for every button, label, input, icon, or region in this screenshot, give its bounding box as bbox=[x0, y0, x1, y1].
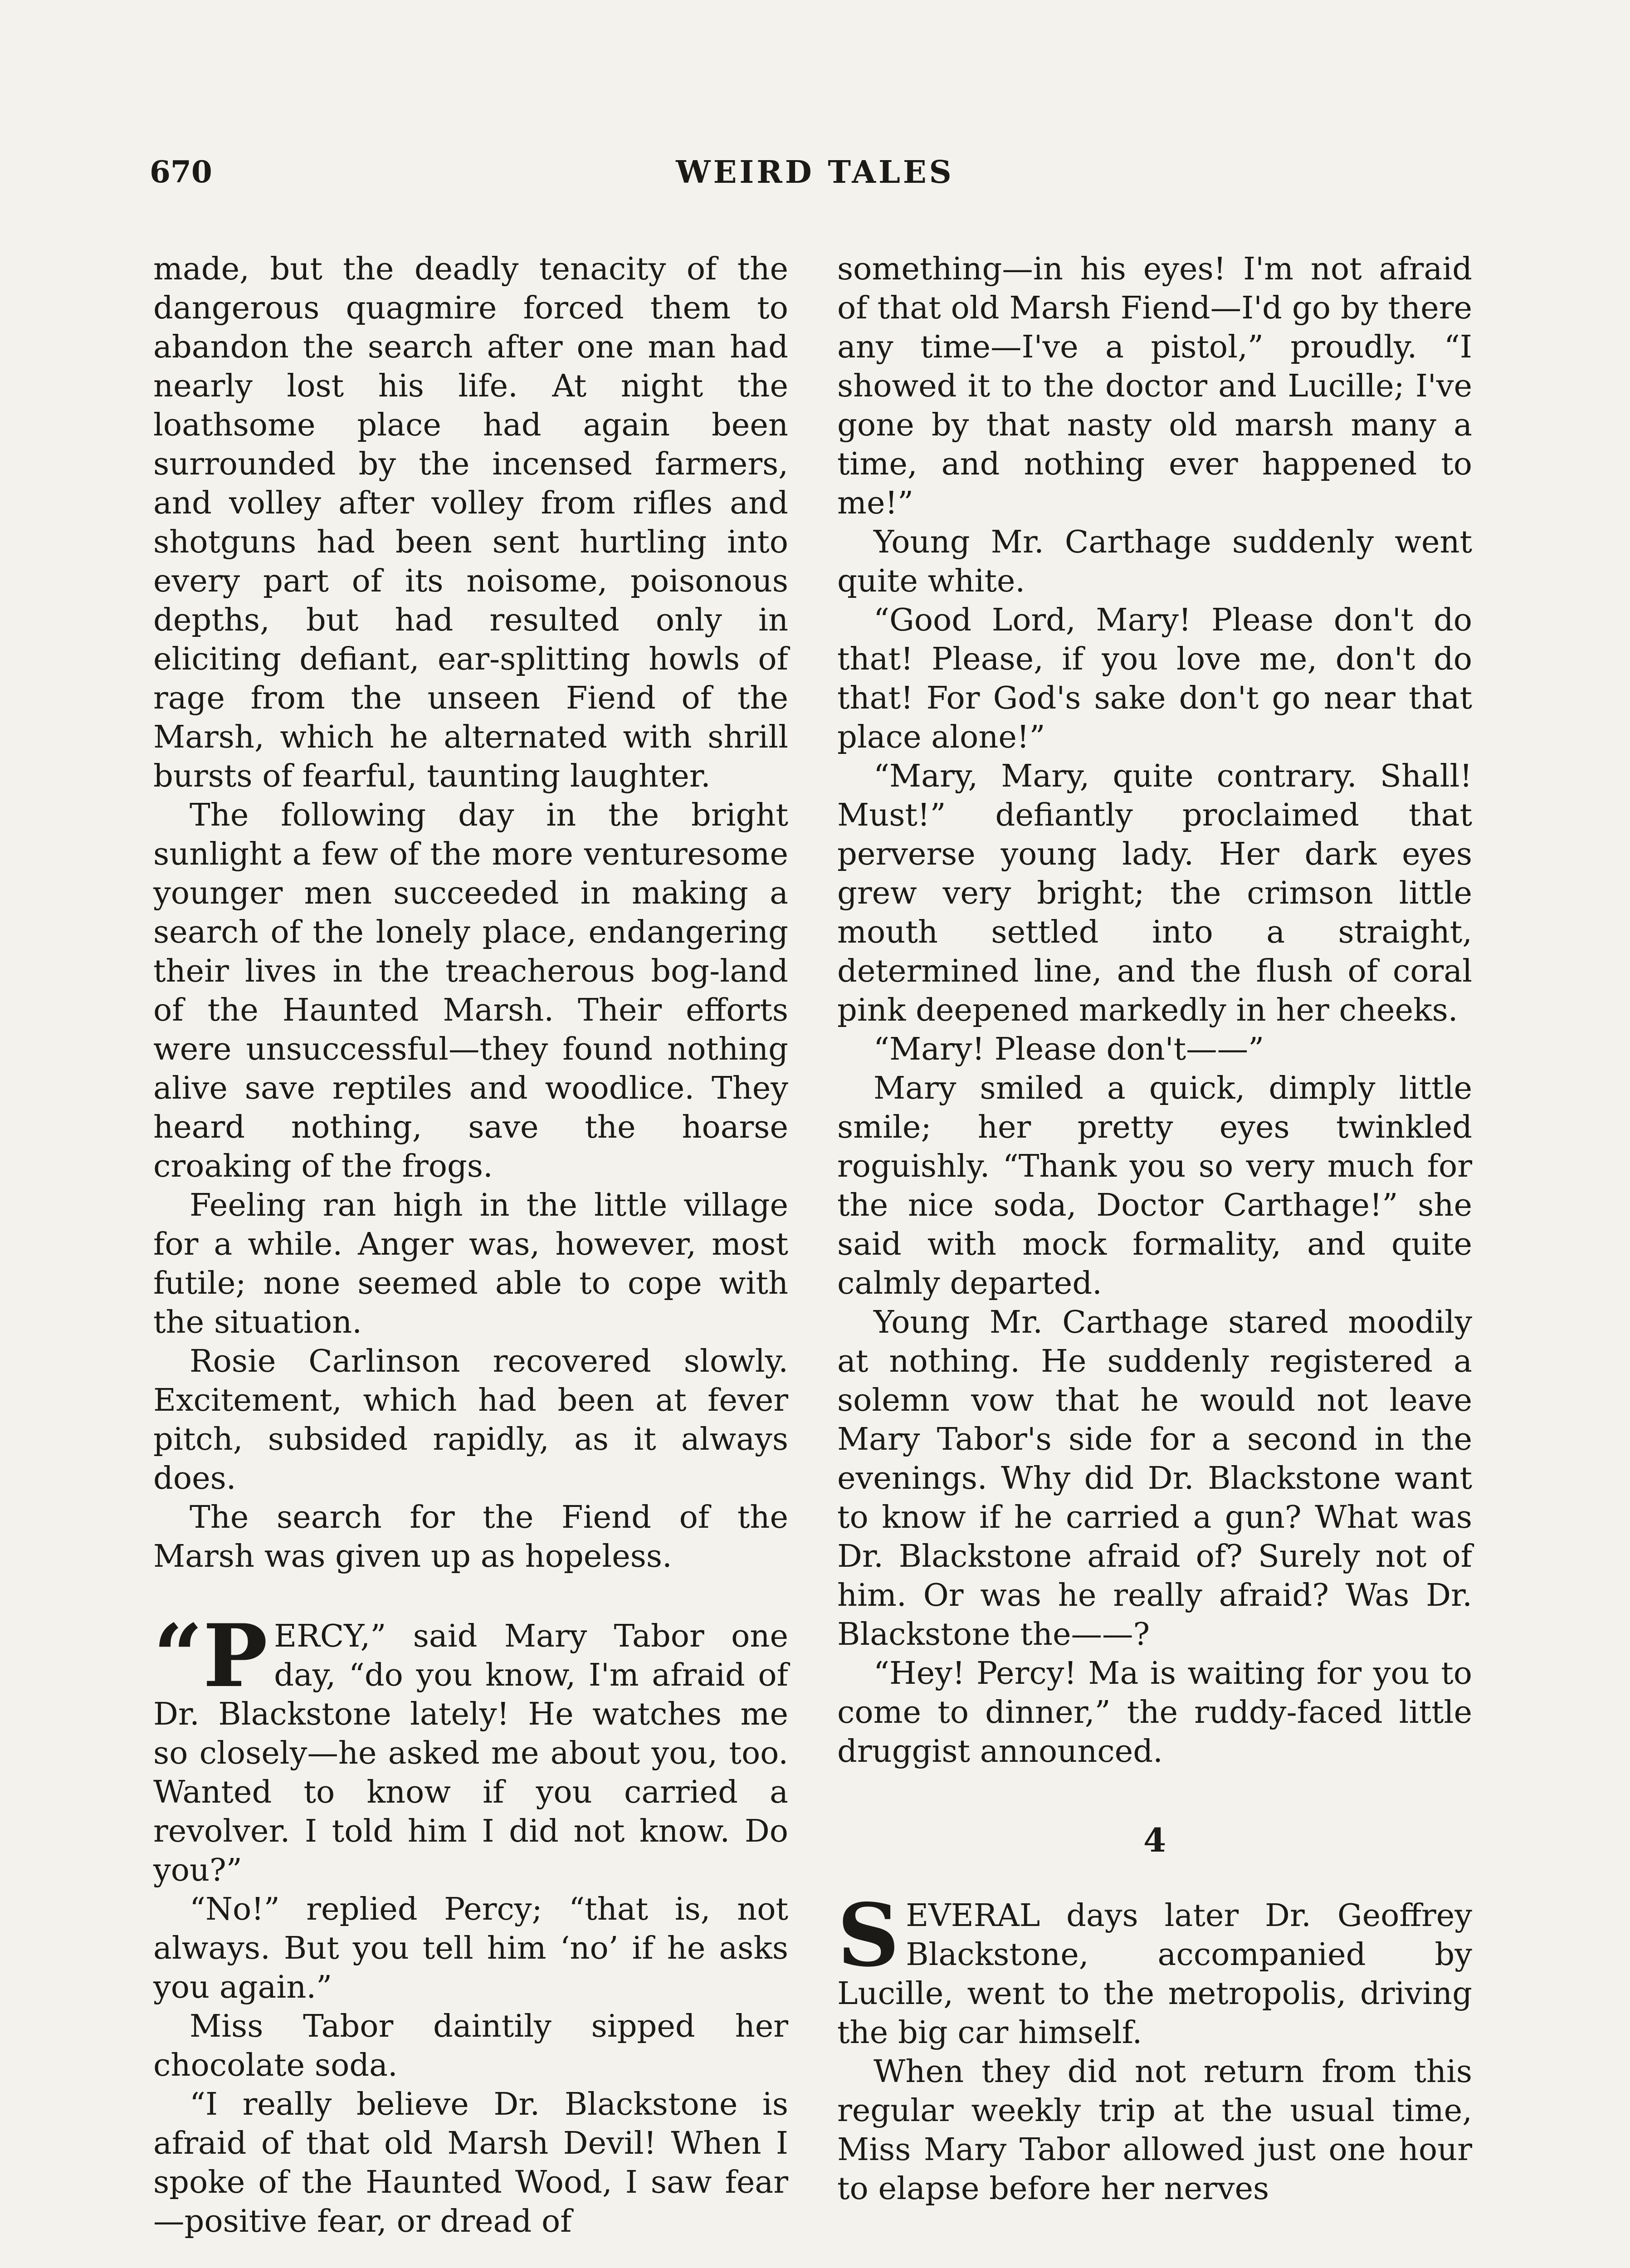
paragraph: “Mary! Please don't——” bbox=[874, 1031, 1264, 1067]
paragraph: The following day in the bright sunlight a few of the more venturesome younger men succeeded in making a search of the lonely place, endangering their lives in the treacherous bog-land of the Haunted Marsh. Their efforts were unsuccessful—they found nothing alive save reptiles and woodlice. They heard nothing, save the hoarse croaking of the frogs. bbox=[153, 797, 788, 1184]
paragraph: “Hey! Percy! Ma is waiting for you to come to dinner,” the ruddy-faced little druggist announced. bbox=[837, 1655, 1472, 1769]
paragraph: something—in his eyes! I'm not afraid of that old Marsh Fiend—I'd go by there any time—I've a pistol,” proudly. “I showed it to the doctor and Lucille; I've gone by that nasty old marsh many a time, and nothing ever happened to me!” bbox=[837, 251, 1472, 521]
paragraph-with-dropcap bbox=[837, 1885, 1472, 2052]
paragraph: Feeling ran high in the little village for a while. Anger was, however, most futile; none seemed able to cope with the situation. bbox=[153, 1187, 788, 1340]
paragraph-text: EVERAL days later Dr. Geoffrey Blackstone, accompanied by Lucille, went to the metropolis, driving the big car himself. bbox=[837, 1897, 1472, 2051]
paragraph: Mary smiled a quick, dimply little smile; her pretty eyes twinkled roguishly. “Thank you so very much for the nice soda, Doctor Carthage!” she said with mock formality, and quite calmly departed. bbox=[837, 1070, 1472, 1301]
paragraph: Young Mr. Carthage stared moodily at nothing. He suddenly registered a solemn vow that he would not leave Mary Tabor's side for a second in the evenings. Why did Dr. Blackstone want to know if he carried a gun? What was Dr. Blackstone afraid of? Surely not of him. Or was he really afraid? Was Dr. Blackstone the——? bbox=[837, 1304, 1472, 1652]
paragraph: “No!” replied Percy; “that is, not always. But you tell him ‘no’ if he asks you again.” bbox=[153, 1891, 788, 2005]
section-number: 4 bbox=[1143, 1821, 1166, 1859]
paragraph: Miss Tabor daintily sipped her chocolate soda. bbox=[153, 2008, 788, 2083]
page-number: 670 bbox=[150, 154, 212, 190]
paragraph: made, but the deadly tenacity of the dangerous quagmire forced them to abandon the search after one man had nearly lost his life. At night the loathsome place had again been surrounded by the incensed farmers, and volley after volley from rifles and shotguns had been sent hurtling into every part of its noisome, poisonous depths, but had resulted only in eliciting defiant, ear-splitting howls of rage from the unseen Fiend of the Marsh, which he alternated with shrill bursts of fearful, taunting laughter. bbox=[153, 251, 788, 794]
paragraph-with-dropcap bbox=[153, 1605, 788, 1890]
paragraph: When they did not return from this regular weekly trip at the usual time, Miss Mary Tabor allowed just one hour to elapse before her nerves bbox=[837, 2053, 1472, 2207]
left-column bbox=[153, 249, 788, 2241]
paragraph: “Mary, Mary, quite contrary. Shall! Must!” defiantly proclaimed that perverse young lady. Her dark eyes grew very bright; the crimson little mouth settled into a straight, determined line, and the flush of coral pink deepened markedly in her cheeks. bbox=[837, 758, 1472, 1028]
dropcap: “P bbox=[153, 1605, 268, 1706]
paragraph: “I really believe Dr. Blackstone is afraid of that old Marsh Devil! When I spoke of the Haunted Wood, I saw fear—positive fear, or dread of bbox=[153, 2086, 788, 2239]
right-column bbox=[837, 249, 1472, 2208]
paragraph: Rosie Carlinson recovered slowly. Excitement, which had been at fever pitch, subsided rapidly, as it always does. bbox=[153, 1343, 788, 1496]
paragraph-text: ERCY,” said Mary Tabor one day, “do you know, I'm afraid of Dr. Blackstone lately! He watches me so closely—he asked me about you, too. Wanted to know if you carried a revolver. I told him I did not know. Do you?” bbox=[153, 1618, 788, 1888]
paragraph: “Good Lord, Mary! Please don't do that! Please, if you love me, don't do that! For God's sake don't go near that place alone!” bbox=[837, 602, 1472, 755]
dropcap: S bbox=[837, 1885, 900, 1986]
running-head: WEIRD TALES bbox=[676, 154, 954, 191]
paragraph: Young Mr. Carthage suddenly went quite white. bbox=[837, 524, 1472, 599]
paragraph: The search for the Fiend of the Marsh was given up as hopeless. bbox=[153, 1499, 788, 1574]
